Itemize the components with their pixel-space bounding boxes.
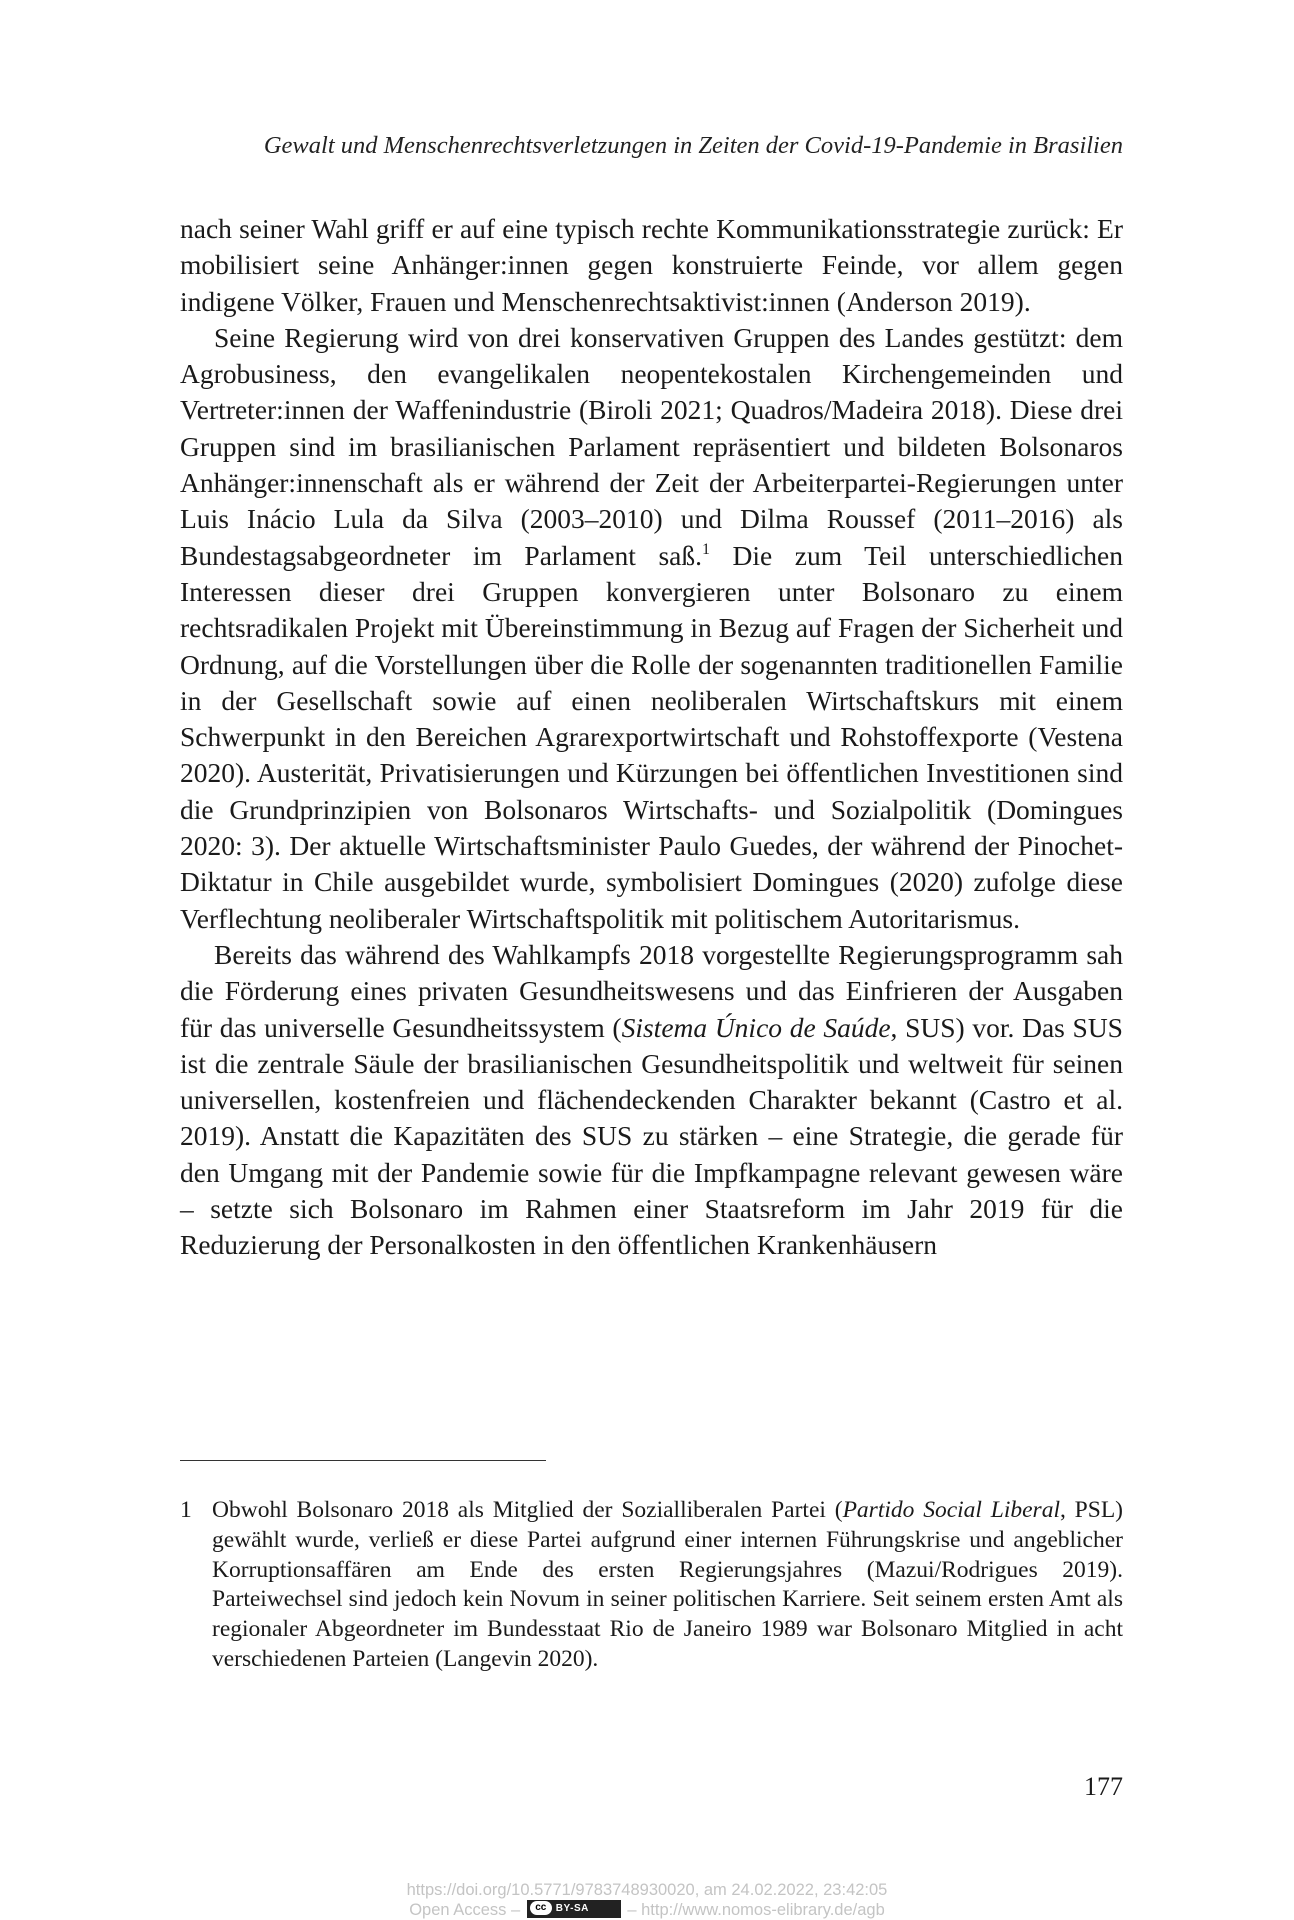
license-badge-label: BY-SA xyxy=(555,1903,589,1914)
text-run: nach seiner Wahl griff er auf eine typisch rechte Kommunikationsstrategie zurück: Er mobilisiert seine Anhänger:innen gegen konstruierte Feinde, vor allem gegen indigene Völker, Frauen und Menschenrechtsaktivist:innen (Anderson 2019). xyxy=(180,213,1123,317)
footnote-number: 1 xyxy=(180,1497,192,1523)
footnote-text xyxy=(212,1496,1123,1675)
paragraph xyxy=(180,937,1123,1264)
text-run: Seine Regierung wird von drei konservativen Gruppen des Landes gestützt: dem Agrobusiness, den evangelikalen neopentekostalen Kirchengemeinden und Vertreter:innen der Waffenindustrie (Biroli 2021; Quadros/Madeira 2018). Diese drei Gruppen sind im brasilianischen Parlament repräsentiert und bildeten Bolsonaros Anhänger:innenschaft als er während der Zeit der Arbeiterpartei-Regierungen unter Luis Inácio Lula da Silva (2003–2010) und Dilma Roussef (2011–2016) als Bundestagsabgeordneter im Parlament saß. xyxy=(180,321,1123,571)
text-run: Obwohl Bolsonaro 2018 als Mitglied der Sozialliberalen Partei ( xyxy=(212,1497,843,1523)
text-run: Bereits das während des Wahlkampfs 2018 vorgestellte Regierungsprogramm sah die Förderung eines privaten Gesundheitswesens und das Einfrieren der Ausgaben für das universelle Gesundheitssystem ( xyxy=(180,938,1123,1043)
license-line xyxy=(0,1900,1294,1920)
italic-text: Partido Social Liberal xyxy=(842,1497,1060,1523)
text-run: , PSL) gewählt wurde, verließ er diese Partei aufgrund einer internen Führungskrise und angeblicher Korruptionsaffären am Ende des ersten Regierungsjahres (Mazui/Rodrigues 2019). Parteiwechsel sind jedoch kein Novum in seiner politischen Karriere. Seit seinem ersten Amt als regionaler Abgeordneter im Bundesstaat Rio de Janeiro 1989 war Bolsonaro Mitglied in acht verschiedenen Parteien (Langevin 2020). xyxy=(212,1497,1124,1672)
page-number: 177 xyxy=(1084,1772,1123,1801)
body-text xyxy=(180,211,1123,1264)
terms-link[interactable]: – http://www.nomos-elibrary.de/agb xyxy=(627,1901,885,1919)
italic-text: Sistema Único de Saúde xyxy=(621,1011,891,1043)
text-run: , SUS) vor. Das SUS ist die zentrale Säule der brasilianischen Gesundheitspolitik und weltweit für seinen universellen, kostenfreien und flächendeckenden Charakter bekannt (Castro et al. 2019). Anstatt die Kapazitäten des SUS zu stärken – eine Strategie, die gerade für den Umgang mit der Pandemie sowie für die Impfkampagne relevant gewesen wäre – setzte sich Bolsonaro im Rahmen einer Staatsreform im Jahr 2019 für die Reduzierung der Personalkosten in den öffentlichen Krankenhäusern xyxy=(180,1011,1123,1261)
open-access-label: Open Access – xyxy=(409,1901,521,1919)
footnote-separator xyxy=(180,1460,546,1461)
paragraph xyxy=(180,320,1123,937)
doi-line[interactable]: https://doi.org/10.5771/9783748930020, am 24.02.2022, 23:42:05 xyxy=(406,1881,888,1899)
text-run: Die zum Teil unterschiedlichen Interessen dieser drei Gruppen konvergieren unter Bolsonaro zu einem rechtsradikalen Projekt mit Übereinstimmung in Bezug auf Fragen der Sicherheit und Ordnung, auf die Vorstellungen über die Rolle der sogenannten traditionellen Familie in der Gesellschaft sowie auf einen neoliberalen Wirtschaftskurs mit einem Schwerpunkt in den Bereichen Agrarexportwirtschaft und Rohstoffexporte (Vestena 2020). Austerität, Privatisierungen und Kürzungen bei öffentlichen Investitionen sind die Grundprinzipien von Bolsonaros Wirtschafts- und Sozialpolitik (Domingues 2020: 3). Der aktuelle Wirtschaftsminister Paulo Guedes, der während der Pinochet-Diktatur in Chile ausgebildet wurde, symbolisiert Domingues (2020) zufolge diese Verflechtung neoliberaler Wirtschaftspolitik mit politischem Autoritarismus. xyxy=(180,539,1123,934)
footnote-reference[interactable]: 1 xyxy=(701,540,710,558)
cc-license-icon: cc BY-SA xyxy=(527,1900,621,1918)
paragraph xyxy=(180,211,1123,320)
access-note xyxy=(0,1880,1294,1920)
footnote xyxy=(180,1496,1123,1675)
running-head: Gewalt und Menschenrechtsverletzungen in Zeiten der Covid-19-Pandemie in Brasilien xyxy=(263,132,1123,159)
